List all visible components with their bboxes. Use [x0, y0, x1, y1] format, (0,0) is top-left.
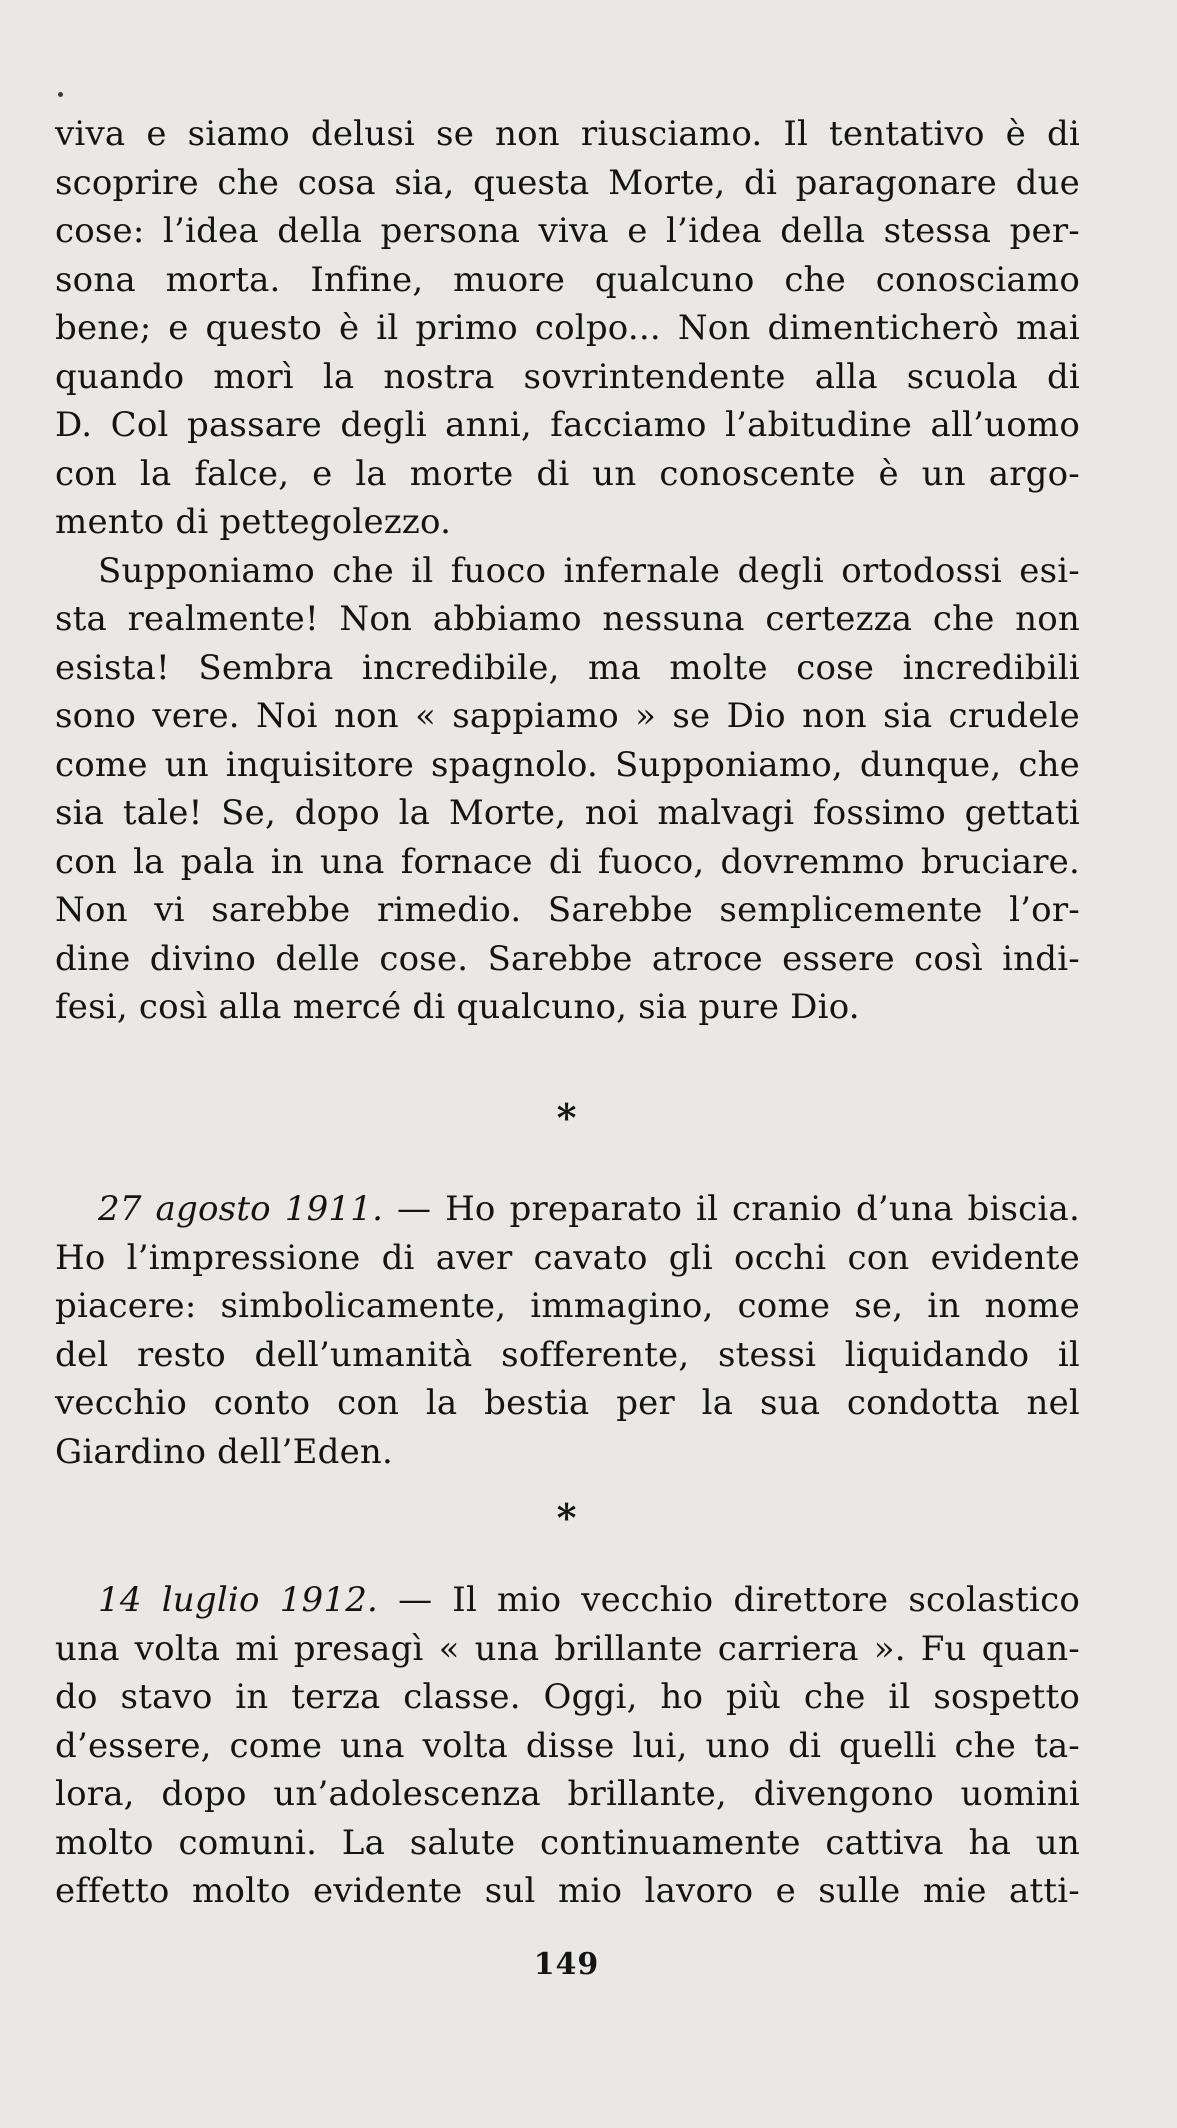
- text-line: scoprire che cosa sia, questa Morte, di paragonare due: [55, 162, 1080, 203]
- text-line: D. Col passare degli anni, facciamo l’abitudine all’uomo: [55, 405, 1080, 445]
- text-line: sono vere. Noi non « sappiamo » se Dio non sia crudele: [55, 696, 1080, 736]
- text-line: dine divino delle cose. Sarebbe atroce essere così indi-: [55, 938, 1080, 979]
- text-line: sona morta. Infine, muore qualcuno che conosciamo: [55, 259, 1080, 300]
- text-line: do stavo in terza classe. Oggi, ho più che il sospetto: [55, 1677, 1080, 1717]
- entry-text: — Il mio vecchio direttore scolastico: [378, 1580, 1080, 1620]
- text-line: cose: l’idea della persona viva e l’idea della stessa per-: [55, 211, 1080, 251]
- diary-entry-1: [55, 1185, 1080, 1476]
- section-separator: *: [556, 1495, 577, 1540]
- text-line: sia tale! Se, dopo la Morte, noi malvagi fossimo gettati: [55, 793, 1080, 833]
- text-line: Non vi sarebbe rimedio. Sarebbe semplicemente l’or-: [55, 890, 1080, 930]
- text-line: fesi, così alla mercé di qualcuno, sia pure Dio.: [55, 987, 860, 1027]
- text-line: Ho l’impressione di aver cavato gli occhi con evidente: [55, 1237, 1080, 1278]
- text-line: Supponiamo che il fuoco infernale degli ortodossi esi-: [98, 550, 1080, 591]
- text-line: con la falce, e la morte di un conoscente è un argo-: [55, 453, 1080, 494]
- text-line: sta realmente! Non abbiamo nessuna certezza che non: [55, 599, 1080, 639]
- entry-text: — Ho preparato il cranio d’una biscia.: [383, 1189, 1080, 1229]
- text-line: d’essere, come una volta disse lui, uno di quelli che ta-: [55, 1725, 1080, 1766]
- text-line: del resto dell’umanità sofferente, stessi liquidando il: [55, 1334, 1080, 1375]
- section-separator: *: [556, 1095, 577, 1140]
- text-line: molto comuni. La salute continuamente cattiva ha un: [55, 1822, 1080, 1863]
- diary-entry-2: [55, 1576, 1080, 1916]
- text-line: effetto molto evidente sul mio lavoro e sulle mie atti-: [55, 1871, 1080, 1911]
- entry-first-line: [55, 1576, 1080, 1625]
- paper-speck: [58, 92, 63, 97]
- text-line: lora, dopo un’adolescenza brillante, divengono uomini: [55, 1774, 1080, 1814]
- text-line: con la pala in una fornace di fuoco, dovremmo bruciare.: [55, 841, 1080, 882]
- text-line: vecchio conto con la bestia per la sua condotta nel: [55, 1383, 1080, 1423]
- text-line: quando morì la nostra sovrintendente alla scuola di: [55, 356, 1080, 397]
- entry-first-line: [55, 1185, 1080, 1234]
- text-line: piacere: simbolicamente, immagino, come se, in nome: [55, 1286, 1080, 1326]
- text-line: Giardino dell’Eden.: [55, 1431, 394, 1472]
- entry-date: 14 luglio 1912.: [98, 1580, 379, 1620]
- paragraph-block-1: [55, 110, 1080, 1032]
- text-line: mento di pettegolezzo.: [55, 502, 452, 542]
- text-line: esista! Sembra incredibile, ma molte cose incredibili: [55, 647, 1080, 688]
- entry-date: 27 agosto 1911.: [98, 1189, 384, 1229]
- text-line: bene; e questo è il primo colpo... Non dimenticherò mai: [55, 308, 1080, 348]
- text-line: viva e siamo delusi se non riusciamo. Il tentativo è di: [55, 114, 1080, 154]
- text-line: come un inquisitore spagnolo. Supponiamo, dunque, che: [55, 744, 1080, 785]
- page-number: 149: [533, 1947, 600, 1982]
- text-line: una volta mi presagì « una brillante carriera ». Fu quan-: [55, 1628, 1080, 1669]
